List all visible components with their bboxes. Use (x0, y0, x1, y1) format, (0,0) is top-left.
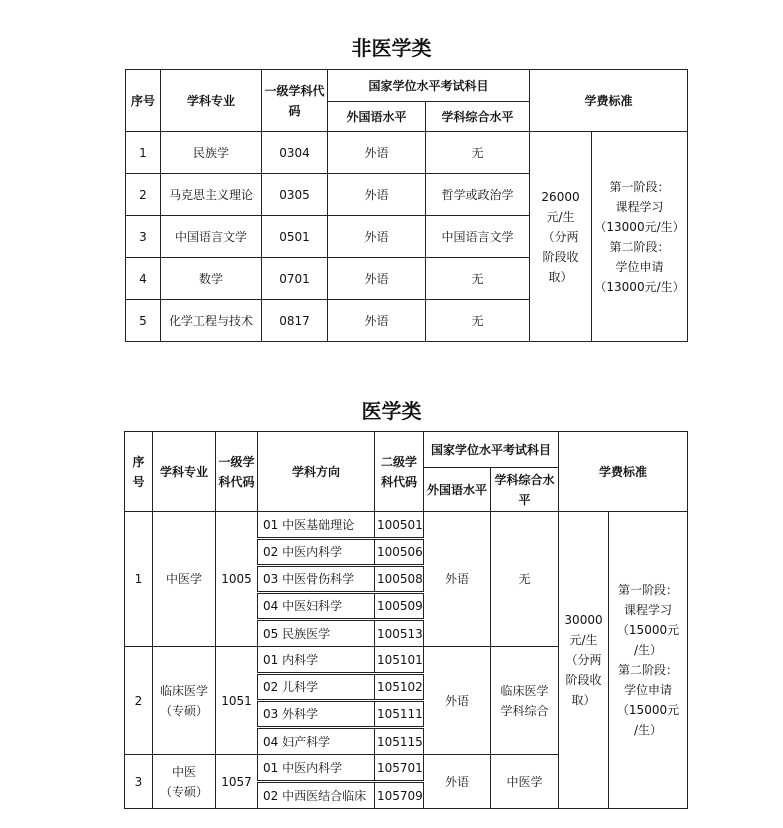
cell-seq: 3 (125, 755, 153, 809)
header-fee: 学费标准 (530, 70, 688, 132)
fee-total: 26000 元/生 （分两 阶段收 取） (530, 132, 592, 342)
cell-code: 1057 (216, 755, 258, 809)
cell-lang: 外语 (328, 132, 426, 174)
header-major: 学科专业 (153, 432, 216, 512)
cell-code2: 100508 (375, 566, 424, 593)
cell-major: 化学工程与技术 (161, 300, 262, 342)
cell-code2: 105102 (375, 674, 424, 701)
fee-stages: 第一阶段： 课程学习 （13000元/生） 第二阶段： 学位申请 （13000元/生） (592, 132, 688, 342)
fee-total: 30000 元/生 （分两 阶段收 取） (559, 512, 609, 809)
cell-direction: 02 中医内科学 (258, 539, 375, 566)
cell-major: 中医 （专硕） (153, 755, 216, 809)
header-exam: 国家学位水平考试科目 (424, 432, 559, 468)
header-code2: 二级学科代码 (375, 432, 424, 512)
cell-comp: 无 (426, 300, 530, 342)
header-lang: 外国语水平 (328, 102, 426, 132)
cell-code: 1005 (216, 512, 258, 647)
header-code: 一级学科代码 (216, 432, 258, 512)
cell-direction: 03 外科学 (258, 701, 375, 728)
header-direction: 学科方向 (258, 432, 375, 512)
cell-seq: 3 (126, 216, 161, 258)
cell-code: 0701 (262, 258, 328, 300)
cell-code2: 100509 (375, 593, 424, 620)
cell-direction: 02 儿科学 (258, 674, 375, 701)
cell-comp: 哲学或政治学 (426, 174, 530, 216)
cell-code: 0817 (262, 300, 328, 342)
cell-direction: 05 民族医学 (258, 620, 375, 647)
cell-lang: 外语 (424, 647, 491, 755)
cell-lang: 外语 (328, 174, 426, 216)
fee-stages: 第一阶段： 课程学习 （15000元 /生） 第二阶段： 学位申请 （15000元 /生） (609, 512, 688, 809)
cell-lang: 外语 (328, 258, 426, 300)
cell-code2: 105111 (375, 701, 424, 728)
cell-lang: 外语 (328, 216, 426, 258)
cell-code2: 105101 (375, 647, 424, 674)
cell-major: 马克思主义理论 (161, 174, 262, 216)
cell-comp: 临床医学学科综合 (491, 647, 559, 755)
cell-major: 中医学 (153, 512, 216, 647)
cell-major: 数学 (161, 258, 262, 300)
cell-seq: 1 (125, 512, 153, 647)
table1 (125, 69, 688, 342)
cell-code: 0304 (262, 132, 328, 174)
cell-seq: 2 (125, 647, 153, 755)
cell-code2: 100506 (375, 539, 424, 566)
cell-lang: 外语 (328, 300, 426, 342)
cell-major: 中国语言文学 (161, 216, 262, 258)
cell-seq: 2 (126, 174, 161, 216)
header-fee: 学费标准 (559, 432, 688, 512)
header-seq: 序号 (125, 432, 153, 512)
cell-major: 民族学 (161, 132, 262, 174)
header-exam: 国家学位水平考试科目 (328, 70, 530, 102)
table1-title: 非医学类 (351, 36, 432, 60)
cell-seq: 5 (126, 300, 161, 342)
cell-direction: 04 妇产科学 (258, 728, 375, 755)
cell-code: 0501 (262, 216, 328, 258)
cell-code2: 105701 (375, 755, 424, 782)
table2 (124, 431, 688, 809)
cell-lang: 外语 (424, 512, 491, 647)
table2-title: 医学类 (361, 399, 422, 423)
cell-lang: 外语 (424, 755, 491, 809)
cell-direction: 01 内科学 (258, 647, 375, 674)
cell-code2: 100501 (375, 512, 424, 539)
header-major: 学科专业 (161, 70, 262, 132)
header-comp: 学科综合水平 (491, 468, 559, 512)
cell-comp: 无 (491, 512, 559, 647)
header-code: 一级学科代码 (262, 70, 328, 132)
cell-code: 1051 (216, 647, 258, 755)
header-comp: 学科综合水平 (426, 102, 530, 132)
cell-direction: 03 中医骨伤科学 (258, 566, 375, 593)
cell-comp: 中医学 (491, 755, 559, 809)
header-seq: 序号 (126, 70, 161, 132)
cell-comp: 无 (426, 132, 530, 174)
cell-direction: 02 中西医结合临床 (258, 782, 375, 809)
cell-seq: 4 (126, 258, 161, 300)
cell-direction: 01 中医基础理论 (258, 512, 375, 539)
cell-comp: 中国语言文学 (426, 216, 530, 258)
cell-direction: 01 中医内科学 (258, 755, 375, 782)
cell-code2: 105709 (375, 782, 424, 809)
cell-code: 0305 (262, 174, 328, 216)
cell-seq: 1 (126, 132, 161, 174)
cell-code2: 105115 (375, 728, 424, 755)
cell-major: 临床医学 （专硕） (153, 647, 216, 755)
cell-direction: 04 中医妇科学 (258, 593, 375, 620)
cell-code2: 100513 (375, 620, 424, 647)
cell-comp: 无 (426, 258, 530, 300)
header-lang: 外国语水平 (424, 468, 491, 512)
